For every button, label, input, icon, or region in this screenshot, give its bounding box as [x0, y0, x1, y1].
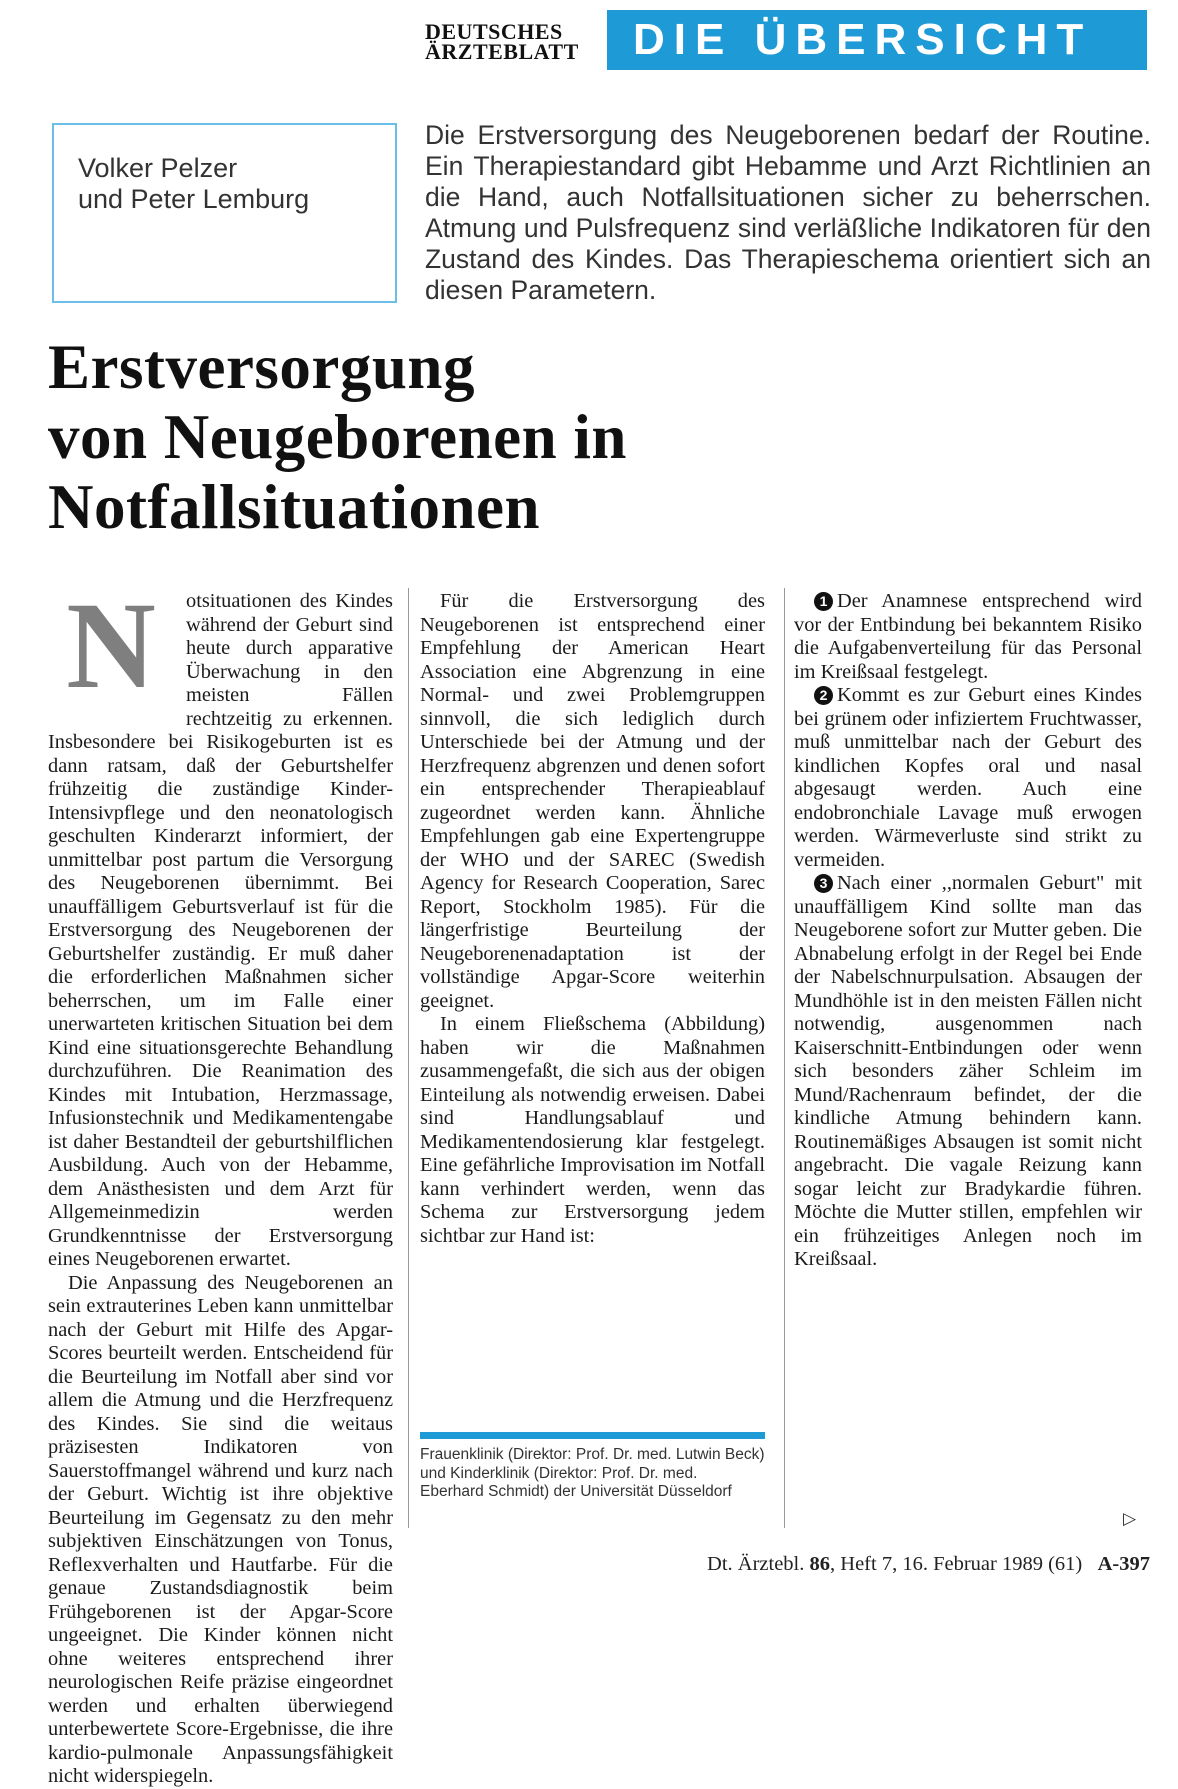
list-item [794, 684, 1142, 872]
author-line-1: Volker Pelzer [78, 153, 238, 183]
body-paragraph-3: Für die Erstversorgung des Neugeborenen ist entsprechend einer Empfehlung der American Heart Association eine Abgrenzung in eine Normal- und zwei Problemgruppen sinnvoll, die sich lediglich durch Unterschiede bei der Atmung und der Herzfrequenz abgrenzen und denen sofort ein entsprechender Therapieablauf zugeordnet werden kann. Ähnliche Empfehlungen gab eine Expertengruppe der WHO und der SAREC (Swedish Agency for Research Cooperation, Sarec Report, Stockholm 1985). Für die längerfristige Beurteilung der Neugeborenenadaptation ist der vollständige Apgar-Score weiterhin geeignet. [420, 590, 765, 1012]
list-item [794, 590, 1142, 684]
affiliation-footnote: Frauenklinik (Direktor: Prof. Dr. med. Lutwin Beck) und Kinderklinik (Direktor: Prof. Dr. med. Eberhard Schmidt) der Universität Düsseldorf [420, 1446, 765, 1500]
list-item-text: Nach einer ,,normalen Geburt" mit unauffälligem Kind sollte man das Neugeborene sofort zur Mutter geben. Die Abnabelung erfolgt in der Regel bei Ende der Nabelschnurpulsation. Absaugen der Mundhöhle ist in den meisten Fällen nicht notwendig, ausgenommen nach Kaiserschnitt-Entbindungen oder wenn sich besonders zäher Schleim im Mund/Rachenraum befindet, der die kindliche Atmung behindern kann. Routinemäßiges Absaugen ist somit nicht angebracht. Die vagale Reizung kann sogar leicht zur Bradykardie führen. Möchte die Mutter stillen, empfehlen wir ein frühzeitiges Anlegen noch im Kreißsaal. [794, 872, 1142, 1270]
page-citation [640, 1553, 1150, 1576]
citation-volume: 86 [809, 1553, 831, 1575]
footnote-rule [420, 1432, 765, 1439]
headline-line-3: Notfallsituationen [48, 472, 541, 542]
author-line-2: und Peter Lemburg [78, 184, 310, 214]
author-box [52, 123, 397, 303]
journal-logo-line1: DEUTSCHES [425, 19, 563, 44]
headline-line-1: Erstversorgung [48, 332, 475, 402]
article-lead: Die Erstversorgung des Neugeborenen bedarf der Routine. Ein Therapiestandard gibt Hebamme und Arzt Richtlinien an die Hand, auch Notfallsituationen sicher zu beherrschen. Atmung und Pulsfrequenz sind verläßliche Indikatoren für den Zustand des Kindes. Das Therapieschema orientiert sich an diesen Parametern. [425, 120, 1151, 305]
continue-arrow-icon: ▷ [1123, 1509, 1137, 1529]
citation-issue: , Heft 7, 16. Februar 1989 (61) [830, 1553, 1083, 1575]
number-badge-icon: 3 [814, 874, 833, 893]
column-divider [784, 588, 785, 1528]
paragraph-1-text: otsituationen des Kindes während der Geburt sind heute durch apparative Überwachung in den meisten Fällen rechtzeitig zu erkennen. Insbesondere bei Risikogeburten ist es dann ratsam, daß der Geburtshelfer frühzeitig die zuständige Kinder-Intensivpflege und den neonatologisch geschulten Kinderarzt informiert, der unmittelbar post partum die Versorgung des Neugeborenen übernimmt. Bei unauffälligem Geburtsverlauf ist für die Erstversorgung des Neugeborenen der Geburtshelfer zuständig. Er muß daher die erforderlichen Maßnahmen sicher beherrschen, um im Falle einer unerwarteten kritischen Situation bei dem Kind eine situationsgerechte Behandlung durchzuführen. Die Reanimation des Kindes mit Intubation, Herzmassage, Infusionstechnik und Medikamentengabe ist daher Bestandteil der geburtshilflichen Ausbildung. Auch von der Hebamme, dem Anästhesisten und dem Arzt für Allgemeinmedizin werden Grundkenntnisse der Erstversorgung eines Neugeborenen erwartet. [48, 590, 393, 1270]
journal-logo-line2: ÄRZTEBLATT [425, 39, 579, 64]
list-item [794, 872, 1142, 1272]
article-headline [48, 332, 1148, 542]
body-paragraph-1 [48, 577, 393, 1272]
body-column-3 [794, 590, 1142, 1272]
list-item-text: Kommt es zur Geburt eines Kindes bei grünem oder infiziertem Fruchtwasser, muß unmittelbar nach der Geburt des kindlichen Kopfes oral und nasal abgesaugt werden. Auch eine endobronchiale Lavage muß erwogen werden. Wärmeverluste sind strikt zu vermeiden. [794, 684, 1142, 871]
number-badge-icon: 2 [814, 686, 833, 705]
body-column-1 [48, 577, 393, 1789]
journal-logo [425, 19, 593, 64]
body-column-2 [420, 590, 765, 1248]
citation-page: A-397 [1097, 1553, 1150, 1575]
number-badge-icon: 1 [814, 592, 833, 611]
drop-cap: N [66, 577, 156, 714]
section-banner: DIE ÜBERSICHT [607, 10, 1147, 70]
body-paragraph-2: Die Anpassung des Neugeborenen an sein extrauterines Leben kann unmittelbar nach der Geburt mit Hilfe des Apgar-Scores beurteilt werden. Entscheidend für die Beurteilung im Notfall aber sind vor allem die Atmung und die Herzfrequenz des Kindes. Sie sind die weitaus präzisesten Indikatoren von Sauerstoffmangel während und kurz nach der Geburt. Wichtig ist ihre objektive Beurteilung im Gegensatz zu den mehr subjektiven Einschätzungen von Tonus, Reflexverhalten und Hautfarbe. Für die genaue Zustandsdiagnostik beim Frühgeborenen ist der Apgar-Score ungeeignet. Die Kinder können nicht ohne weiteres entsprechend ihrer neurologischen Reife präzise eingeordnet werden und erhalten überwiegend unterbewertete Score-Ergebnisse, die ihre kardio-pulmonale Anpassungsfähigkeit nicht widerspiegeln. [48, 1271, 393, 1787]
headline-line-2: von Neugeborenen in [48, 402, 627, 472]
column-divider [408, 588, 409, 1528]
list-item-text: Der Anamnese entsprechend wird vor der Entbindung bei bekanntem Risiko die Aufgabenverteilung für das Personal im Kreißsaal festgelegt. [794, 590, 1142, 683]
citation-journal: Dt. Ärztebl. [707, 1553, 805, 1575]
body-paragraph-4: In einem Fließschema (Abbildung) haben wir die Maßnahmen zusammengefaßt, die sich aus der obigen Einteilung als notwendig erweisen. Dabei sind Handlungsablauf und Medikamentendosierung klar festgelegt. Eine gefährliche Improvisation im Notfall kann verhindert werden, wenn das Schema zur Erstversorgung jedem sichtbar zur Hand ist: [420, 1013, 765, 1247]
